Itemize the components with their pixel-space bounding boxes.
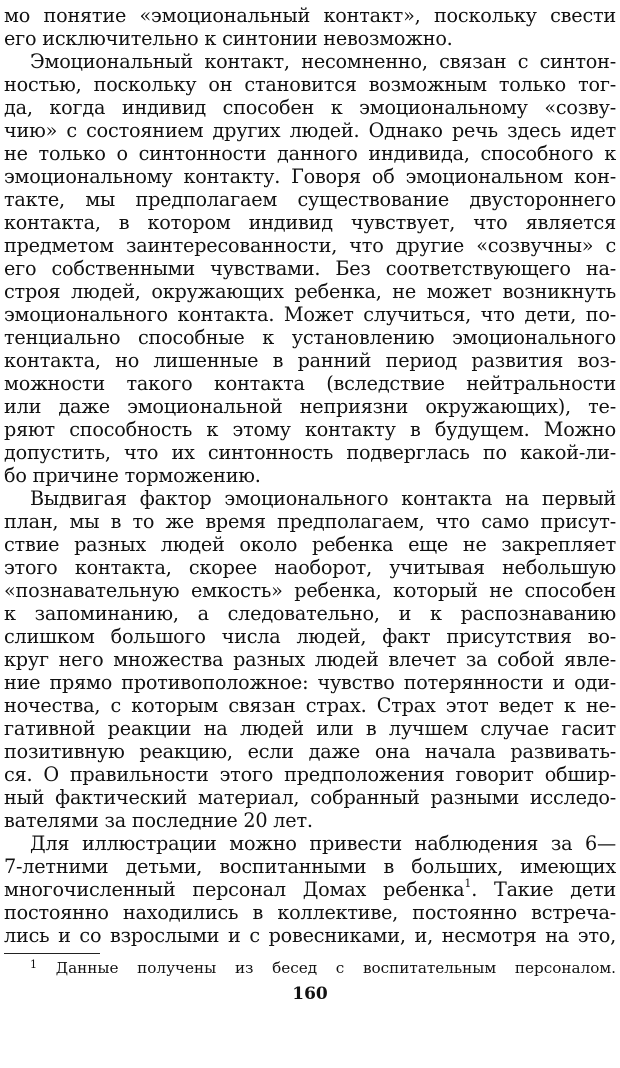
footnote-divider: [4, 953, 100, 954]
text-line: строя людей, окружающих ребенка, не может возникнуть: [4, 280, 616, 303]
text-line: эмоционального контакта. Может случиться, что дети, по-: [4, 303, 616, 326]
text-line: Для иллюстрации можно привести наблюдения за 6—: [30, 832, 616, 855]
text-line: Эмоциональный контакт, несомненно, связан с синтон-: [30, 50, 616, 73]
text-line: тенциально способные к установлению эмоционального: [4, 326, 616, 349]
text-line: к запоминанию, а следовательно, и к распознаванию: [4, 602, 616, 625]
text-line: круг него множества разных людей влечет за собой явле-: [4, 648, 616, 671]
text-line: предметом заинтересованности, что другие «созвучны» с: [4, 234, 616, 257]
text-line: постоянно находились в коллективе, постоянно встреча-: [4, 901, 616, 924]
text-line: этого контакта, скорее наоборот, учитывая небольшую: [4, 556, 616, 579]
text-line: контакта, в котором индивид чувствует, что является: [4, 211, 616, 234]
text-line: да, когда индивид способен к эмоциональному «созву-: [4, 96, 616, 119]
footnote-marker: 1: [30, 958, 37, 971]
text-line: ностью, поскольку он становится возможным только тог-: [4, 73, 616, 96]
text-line: слишком большого числа людей, факт присутствия во-: [4, 625, 616, 648]
text-line: чию» с состоянием других людей. Однако речь здесь идет: [4, 119, 616, 142]
text-line: его исключительно к синтонии невозможно.: [4, 27, 453, 50]
text-line: гативной реакции на людей или в лучшем случае гасит: [4, 717, 616, 740]
text-line: Выдвигая фактор эмоционального контакта на первый: [30, 487, 616, 510]
text-line: можности такого контакта (вследствие нейтральности: [4, 372, 616, 395]
text-line: допустить, что их синтонность подверглась по какой-ли-: [4, 441, 616, 464]
text-line: ночества, с которым связан страх. Страх этот ведет к не-: [4, 694, 616, 717]
text-line: эмоциональному контакту. Говоря об эмоциональном кон-: [4, 165, 616, 188]
text-line: контакта, но лишенные в ранний период развития воз-: [4, 349, 616, 372]
text-line: мо понятие «эмоциональный контакт», поскольку свести: [4, 4, 616, 27]
text-line: лись и со взрослыми и с ровесниками, и, несмотря на это,: [4, 924, 616, 947]
text-line: его собственными чувствами. Без соответствующего на-: [4, 257, 616, 280]
text-line: не только о синтонности данного индивида, способного к: [4, 142, 616, 165]
text-line: ный фактический материал, собранный разными исследо-: [4, 786, 616, 809]
text-line: ряют способность к этому контакту в будущем. Можно: [4, 418, 616, 441]
footnote: [4, 957, 616, 979]
footnote-text: Данные получены из бесед с воспитательным персоналом.: [55, 959, 616, 977]
text-line: такте, мы предполагаем существование двустороннего: [4, 188, 616, 211]
text-line: ся. О правильности этого предположения говорит обшир-: [4, 763, 616, 786]
text-fragment: . Такие дети: [471, 878, 616, 901]
page-number: 160: [292, 984, 328, 1004]
text-line: план, мы в то же время предполагаем, что само присут-: [4, 510, 616, 533]
text-fragment: многочисленный персонал Домах ребенка: [4, 878, 465, 901]
footnote-reference: 1: [464, 877, 472, 890]
text-line: ние прямо противоположное: чувство потерянности и оди-: [4, 671, 616, 694]
text-line: позитивную реакцию, если даже она начала развивать-: [4, 740, 616, 763]
text-line: бо причине торможению.: [4, 464, 261, 487]
text-line: или даже эмоциональной неприязни окружающих), те-: [4, 395, 616, 418]
text-line: вателями за последние 20 лет.: [4, 809, 313, 832]
text-line: ствие разных людей около ребенка еще не закрепляет: [4, 533, 616, 556]
text-line: «познавательную емкость» ребенка, который не способен: [4, 579, 616, 602]
text-line: 7-летними детьми, воспитанными в больших, имеющих: [4, 855, 616, 878]
